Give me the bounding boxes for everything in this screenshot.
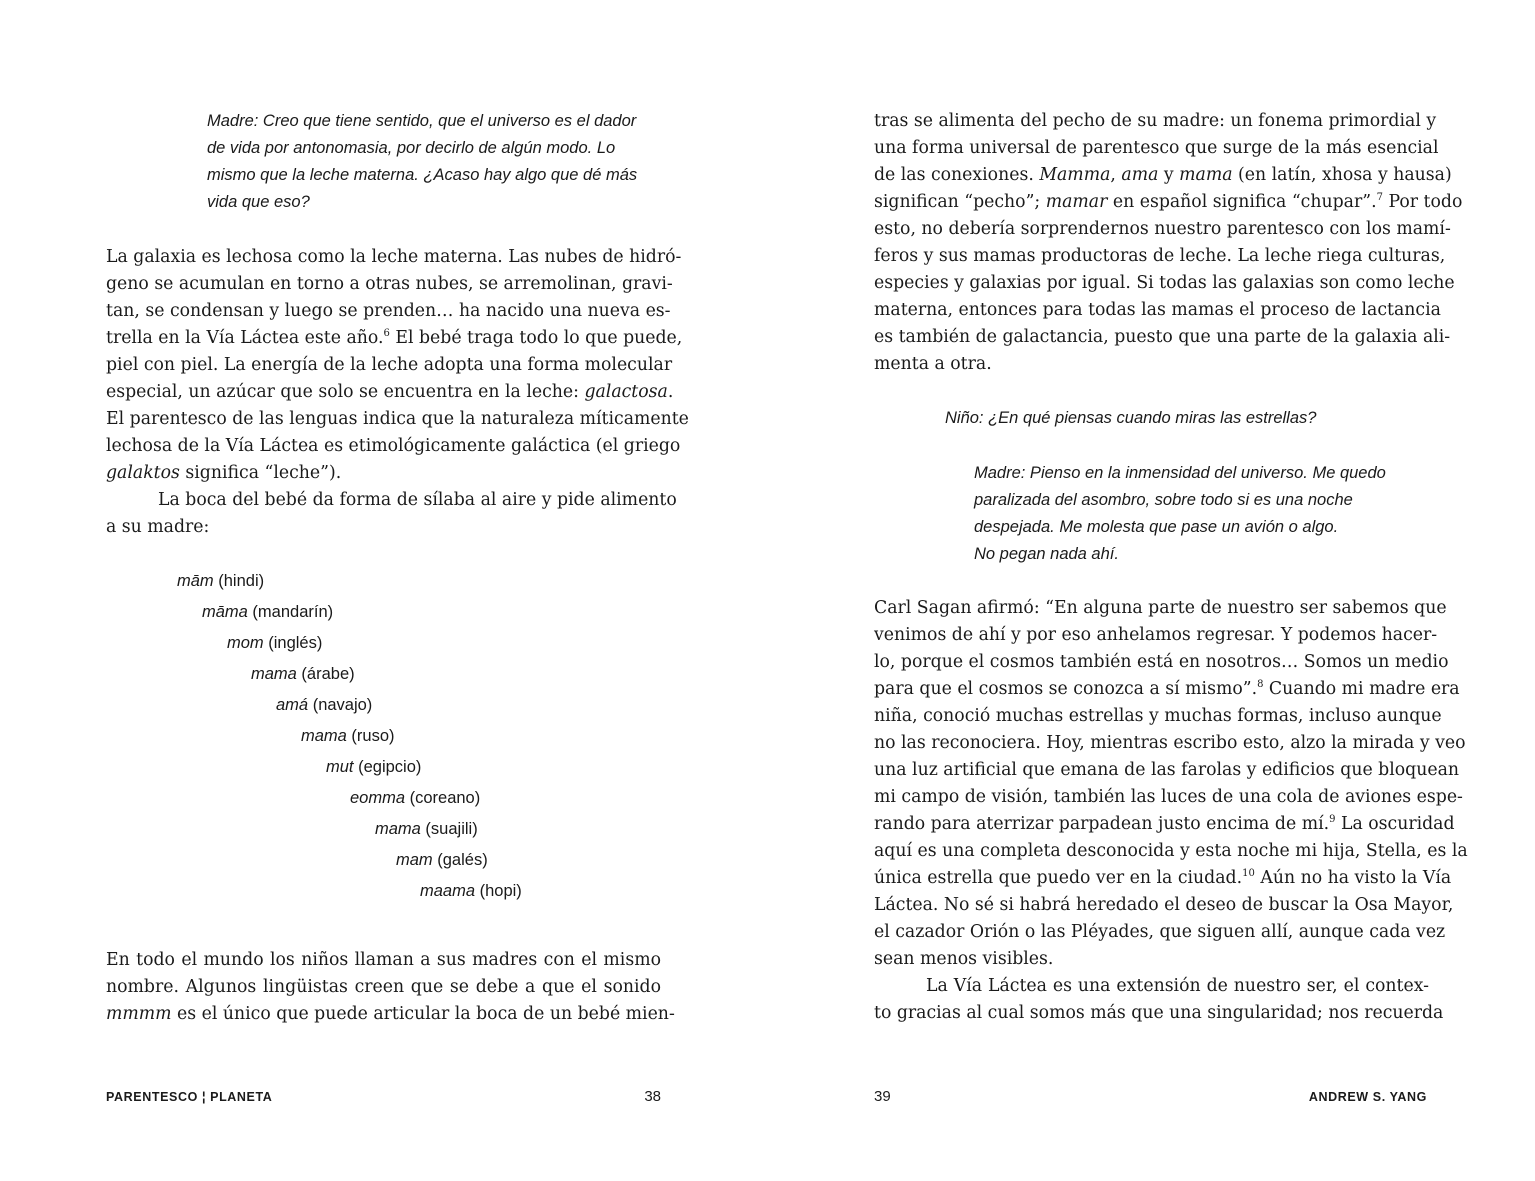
mother-answer-quote bbox=[974, 460, 1434, 568]
quote-line: vida que eso? bbox=[207, 193, 310, 211]
text-line: to gracias al cual somos más que una singularidad; nos recuerda bbox=[874, 1003, 1444, 1023]
right-page bbox=[767, 0, 1535, 1181]
language-name: (suajili) bbox=[420, 820, 478, 838]
text-line: esto, no debería sorprendernos nuestro parentesco con los mamí- bbox=[874, 219, 1451, 239]
footnote-ref-7[interactable]: 7 bbox=[1376, 192, 1383, 203]
word: mom bbox=[227, 634, 264, 652]
paragraph-same-name bbox=[106, 947, 675, 1028]
word: mama bbox=[375, 820, 421, 838]
paragraph-galaxy-milk bbox=[106, 244, 689, 541]
left-page bbox=[0, 0, 767, 1181]
text-run: en español significa “chupar”. bbox=[1107, 192, 1377, 212]
language-name: (hindi) bbox=[213, 572, 265, 590]
italic-term-mmmm: mmmm bbox=[106, 1004, 172, 1024]
word: mut bbox=[326, 758, 354, 776]
text-run: Por todo bbox=[1382, 192, 1463, 212]
text-run: trella en la Vía Láctea este año. bbox=[106, 328, 384, 348]
italic-term-mamar: mamar bbox=[1045, 192, 1108, 212]
word: mam bbox=[396, 851, 433, 869]
text-line bbox=[106, 379, 674, 406]
word: maama bbox=[420, 882, 476, 900]
footnote-ref-8[interactable]: 8 bbox=[1257, 679, 1264, 690]
text-line: el cazador Orión o las Pléyades, que siguen allí, aunque cada vez bbox=[874, 922, 1446, 942]
list-item bbox=[301, 721, 700, 752]
quote-line: Niño: ¿En qué piensas cuando miras las estrellas? bbox=[945, 409, 1317, 427]
text-run: La oscuridad bbox=[1335, 814, 1455, 834]
text-line bbox=[106, 325, 683, 352]
text-line: La galaxia es lechosa como la leche materna. Las nubes de hidró- bbox=[106, 247, 682, 267]
quote-line: despejada. Me molesta que pase un avión o algo. bbox=[974, 518, 1339, 536]
text-line: una forma universal de parentesco que surge de la más esencial bbox=[874, 138, 1439, 158]
mother-word-list bbox=[0, 566, 700, 907]
italic-term-galactosa: galactosa bbox=[584, 382, 668, 402]
running-head-left: PARENTESCO ¦ PLANETA bbox=[106, 1090, 273, 1104]
text-line: menta a otra. bbox=[874, 354, 992, 374]
list-item bbox=[227, 628, 700, 659]
text-line: venimos de ahí y por eso anhelamos regresar. Y podemos hacer- bbox=[874, 625, 1438, 645]
text-line: tras se alimenta del pecho de su madre: un fonema primordial y bbox=[874, 111, 1437, 131]
text-line bbox=[874, 162, 1452, 189]
footnote-ref-6[interactable]: 6 bbox=[383, 328, 390, 339]
quote-line: paralizada del asombro, sobre todo si es una noche bbox=[974, 491, 1353, 509]
list-item bbox=[276, 690, 700, 721]
text-line: Carl Sagan afirmó: “En alguna parte de nuestro ser sabemos que bbox=[874, 598, 1447, 618]
text-line: Láctea. No sé si habrá heredado el deseo de buscar la Osa Mayor, bbox=[874, 895, 1454, 915]
text-run: es el único que puede articular la boca de un bebé mien- bbox=[171, 1004, 675, 1024]
text-line: La Vía Láctea es una extensión de nuestro ser, el contex- bbox=[926, 976, 1429, 996]
text-line: geno se acumulan en torno a otras nubes, se arremolinan, gravi- bbox=[106, 274, 673, 294]
text-line: La boca del bebé da forma de sílaba al aire y pide alimento bbox=[158, 490, 677, 510]
list-item bbox=[326, 752, 700, 783]
list-item bbox=[202, 597, 700, 628]
text-line bbox=[106, 1001, 675, 1028]
text-run: especial, un azúcar que solo se encuentra en la leche: bbox=[106, 382, 585, 402]
text-line: aquí es una completa desconocida y esta noche mi hija, Stella, es la bbox=[874, 841, 1468, 861]
list-item bbox=[396, 845, 700, 876]
language-name: (ruso) bbox=[346, 727, 395, 745]
text-line: niña, conoció muchas estrellas y muchas formas, incluso aunque bbox=[874, 706, 1442, 726]
mother-quote-universe bbox=[207, 108, 647, 216]
text-run: Aún no ha visto la Vía bbox=[1254, 868, 1452, 888]
text-line: feros y sus mamas productoras de leche. La leche riega culturas, bbox=[874, 246, 1446, 266]
language-name: (árabe) bbox=[296, 665, 355, 683]
italic-term-mama: mama bbox=[1179, 165, 1233, 185]
text-line bbox=[874, 189, 1463, 216]
language-name: (mandarín) bbox=[247, 603, 334, 621]
language-name: (inglés) bbox=[263, 634, 323, 652]
language-name: (egipcio) bbox=[353, 758, 422, 776]
text-line bbox=[874, 865, 1452, 892]
text-line: mi campo de visión, también las luces de una cola de aviones espe- bbox=[874, 787, 1463, 807]
text-line: El parentesco de las lenguas indica que la naturaleza míticamente bbox=[106, 409, 689, 429]
italic-term-galaktos: galaktos bbox=[106, 463, 180, 483]
language-name: (coreano) bbox=[405, 789, 481, 807]
text-run: significa “leche”). bbox=[179, 463, 342, 483]
text-run: única estrella que puedo ver en la ciudad. bbox=[874, 868, 1243, 888]
text-line: lo, porque el cosmos también está en nosotros… Somos un medio bbox=[874, 652, 1449, 672]
word: mama bbox=[301, 727, 347, 745]
paragraph-primordial-phoneme bbox=[874, 108, 1463, 378]
text-run: Cuando mi madre era bbox=[1263, 679, 1460, 699]
word: mama bbox=[251, 665, 297, 683]
page-number-left: 38 bbox=[644, 1088, 661, 1105]
word: eomma bbox=[350, 789, 406, 807]
text-line: nombre. Algunos lingüistas creen que se debe a que el sonido bbox=[106, 977, 661, 997]
quote-line: Madre: Creo que tiene sentido, que el universo es el dador bbox=[207, 112, 637, 130]
list-item bbox=[375, 814, 700, 845]
italic-term-mamma: Mamma bbox=[1039, 165, 1111, 185]
text-line: En todo el mundo los niños llaman a sus madres con el mismo bbox=[106, 950, 661, 970]
footnote-ref-9[interactable]: 9 bbox=[1329, 814, 1336, 825]
text-line: a su madre: bbox=[106, 517, 210, 537]
quote-line: No pegan nada ahí. bbox=[974, 545, 1119, 563]
text-run: para que el cosmos se conozca a sí mismo”. bbox=[874, 679, 1258, 699]
text-line: sean menos visibles. bbox=[874, 949, 1054, 969]
text-line: tan, se condensan y luego se prenden… ha nacido una nueva es- bbox=[106, 301, 671, 321]
page-number-right: 39 bbox=[874, 1088, 891, 1105]
text-run: significan “pecho”; bbox=[874, 192, 1046, 212]
language-name: (galés) bbox=[432, 851, 488, 869]
text-run: de las conexiones. bbox=[874, 165, 1040, 185]
word: mām bbox=[177, 572, 214, 590]
list-item bbox=[177, 566, 700, 597]
paragraph-carl-sagan bbox=[874, 595, 1468, 1027]
text-run: El bebé traga todo lo que puede, bbox=[389, 328, 683, 348]
word: māma bbox=[202, 603, 248, 621]
footnote-ref-10[interactable]: 10 bbox=[1242, 868, 1255, 879]
list-item bbox=[350, 783, 700, 814]
text-line bbox=[106, 460, 661, 487]
text-run: rando para aterrizar parpadean justo encima de mí. bbox=[874, 814, 1330, 834]
list-item bbox=[251, 659, 700, 690]
quote-line: de vida por antonomasia, por decirlo de algún modo. Lo bbox=[207, 139, 616, 157]
list-item bbox=[420, 876, 700, 907]
text-run: , bbox=[1110, 165, 1122, 185]
quote-line: Madre: Pienso en la inmensidad del universo. Me quedo bbox=[974, 464, 1386, 482]
child-question-quote bbox=[945, 405, 1445, 432]
italic-term-ama: ama bbox=[1121, 165, 1159, 185]
word: amá bbox=[276, 696, 309, 714]
text-line: una luz artificial que emana de las farolas y edificios que bloquean bbox=[874, 760, 1460, 780]
language-name: (navajo) bbox=[308, 696, 373, 714]
text-line: materna, entonces para todas las mamas el proceso de lactancia bbox=[874, 300, 1441, 320]
text-run: . bbox=[667, 382, 674, 402]
text-line: piel con piel. La energía de la leche adopta una forma molecular bbox=[106, 355, 673, 375]
text-line: es también de galactancia, puesto que una parte de la galaxia ali- bbox=[874, 327, 1451, 347]
text-run: (en latín, xhosa y hausa) bbox=[1232, 165, 1452, 185]
text-line: no las reconociera. Hoy, mientras escribo esto, alzo la mirada y veo bbox=[874, 733, 1466, 753]
text-line: lechosa de la Vía Láctea es etimológicamente galáctica (el griego bbox=[106, 436, 681, 456]
text-line: especies y galaxias por igual. Si todas las galaxias son como leche bbox=[874, 273, 1455, 293]
running-head-right: ANDREW S. YANG bbox=[1308, 1090, 1427, 1104]
text-run: y bbox=[1158, 165, 1180, 185]
text-line bbox=[874, 676, 1460, 703]
text-line bbox=[874, 811, 1455, 838]
language-name: (hopi) bbox=[475, 882, 522, 900]
quote-line: mismo que la leche materna. ¿Acaso hay algo que dé más bbox=[207, 166, 638, 184]
